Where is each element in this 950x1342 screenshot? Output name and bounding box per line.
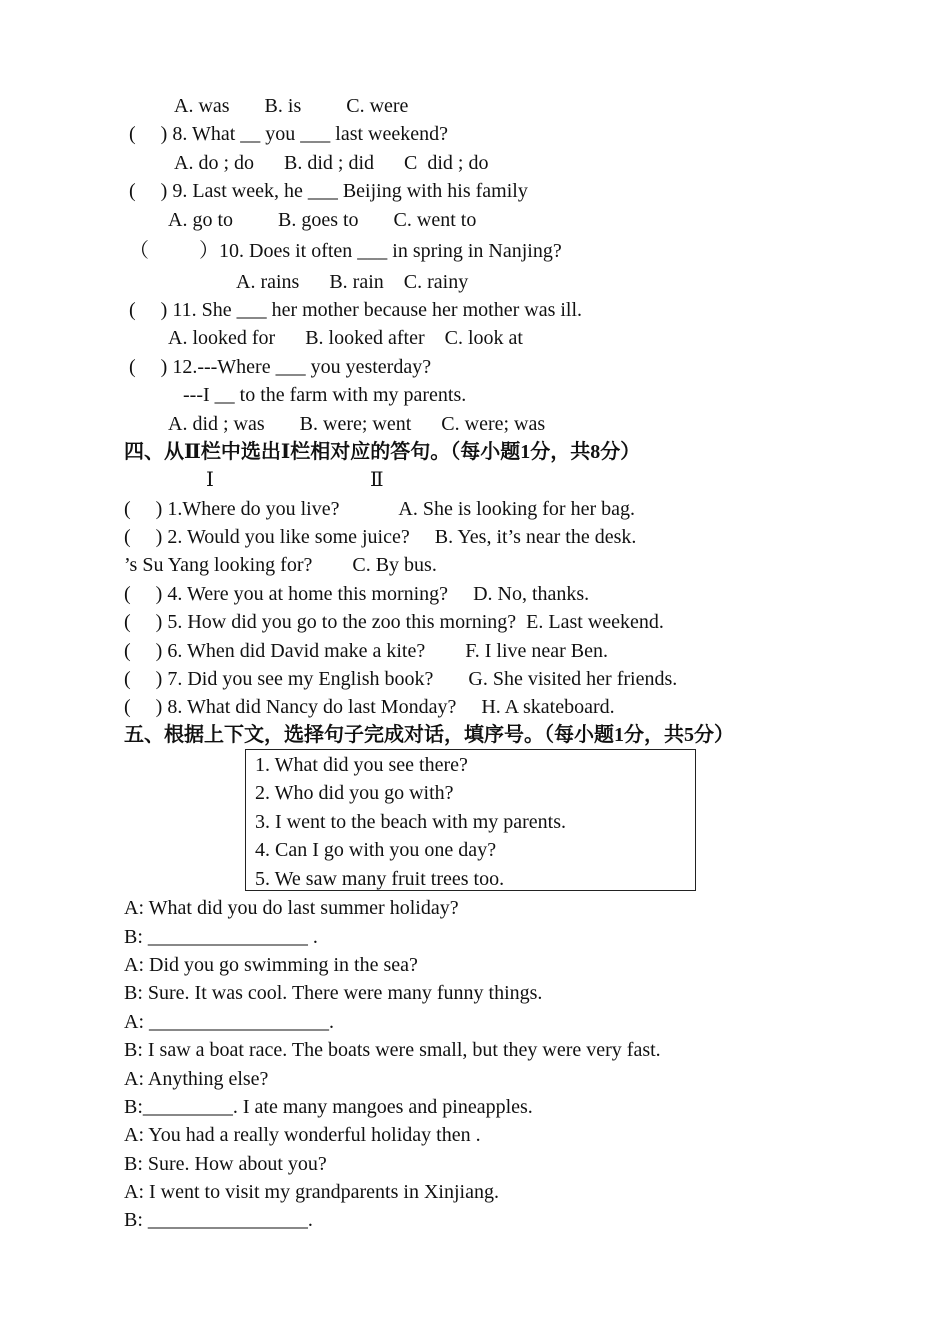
- dialogue-line: A: Anything else?: [124, 1068, 269, 1090]
- q7-options: A. was B. is C. were: [174, 95, 409, 117]
- match-row-1: ( ) 1.Where do you live? A. She is looking for her bag.: [124, 498, 636, 520]
- question-8: ( ) 8. What __ you ___ last weekend?: [129, 123, 448, 145]
- dialogue-line: B: Sure. How about you?: [124, 1153, 327, 1175]
- match-row-3: ’s Su Yang looking for? C. By bus.: [124, 554, 437, 576]
- dialogue-line: B: ________________ .: [124, 926, 318, 948]
- column-1-label: Ⅰ: [206, 469, 214, 491]
- q11-options: A. looked for B. looked after C. look at: [168, 327, 523, 349]
- section-4-heading: 四、从Ⅱ栏中选出Ⅰ栏相对应的答句。（每小题1分，共8分）: [124, 441, 641, 463]
- q12-options: A. did ; was B. were; went C. were; was: [168, 413, 546, 435]
- q8-options: A. do ; do B. did ; did C did ; do: [174, 152, 489, 174]
- section-5-heading: 五、根据上下文，选择句子完成对话，填序号。（每小题1分，共5分）: [124, 724, 734, 746]
- match-row-2: ( ) 2. Would you like some juice? B. Yes, it’s near the desk.: [124, 526, 637, 548]
- dialogue-line: B: Sure. It was cool. There were many funny things.: [124, 982, 543, 1004]
- dialogue-line: A: __________________.: [124, 1011, 334, 1033]
- dialogue-line: B: ________________.: [124, 1209, 313, 1231]
- q9-options: A. go to B. goes to C. went to: [168, 209, 477, 231]
- option-5: 5. We saw many fruit trees too.: [255, 868, 505, 890]
- dialogue-line: A: What did you do last summer holiday?: [124, 897, 459, 919]
- match-row-4: ( ) 4. Were you at home this morning? D. No, thanks.: [124, 583, 590, 605]
- dialogue-line: A: Did you go swimming in the sea?: [124, 954, 418, 976]
- q10-options: A. rains B. rain C. rainy: [236, 271, 469, 293]
- question-11: ( ) 11. She ___ her mother because her mother was ill.: [129, 299, 583, 321]
- question-12: ( ) 12.---Where ___ you yesterday?: [129, 356, 432, 378]
- match-row-6: ( ) 6. When did David make a kite? F. I live near Ben.: [124, 640, 609, 662]
- dialogue-line: A: I went to visit my grandparents in Xinjiang.: [124, 1181, 499, 1203]
- dialogue-line: B:_________. I ate many mangoes and pineapples.: [124, 1096, 533, 1118]
- option-4: 4. Can I go with you one day?: [255, 839, 497, 861]
- question-10: （ ）10. Does it often ___ in spring in Nanjing?: [129, 240, 562, 262]
- match-row-8: ( ) 8. What did Nancy do last Monday? H. A skateboard.: [124, 696, 615, 718]
- question-9: ( ) 9. Last week, he ___ Beijing with his family: [129, 180, 528, 202]
- match-row-7: ( ) 7. Did you see my English book? G. She visited her friends.: [124, 668, 678, 690]
- column-2-label: Ⅱ: [370, 469, 384, 491]
- dialogue-line: A: You had a really wonderful holiday then .: [124, 1124, 481, 1146]
- match-row-5: ( ) 5. How did you go to the zoo this morning? E. Last weekend.: [124, 611, 664, 633]
- option-3: 3. I went to the beach with my parents.: [255, 811, 567, 833]
- dialogue-line: B: I saw a boat race. The boats were small, but they were very fast.: [124, 1039, 661, 1061]
- q12-reply: ---I __ to the farm with my parents.: [183, 384, 467, 406]
- option-2: 2. Who did you go with?: [255, 782, 454, 804]
- option-1: 1. What did you see there?: [255, 754, 468, 776]
